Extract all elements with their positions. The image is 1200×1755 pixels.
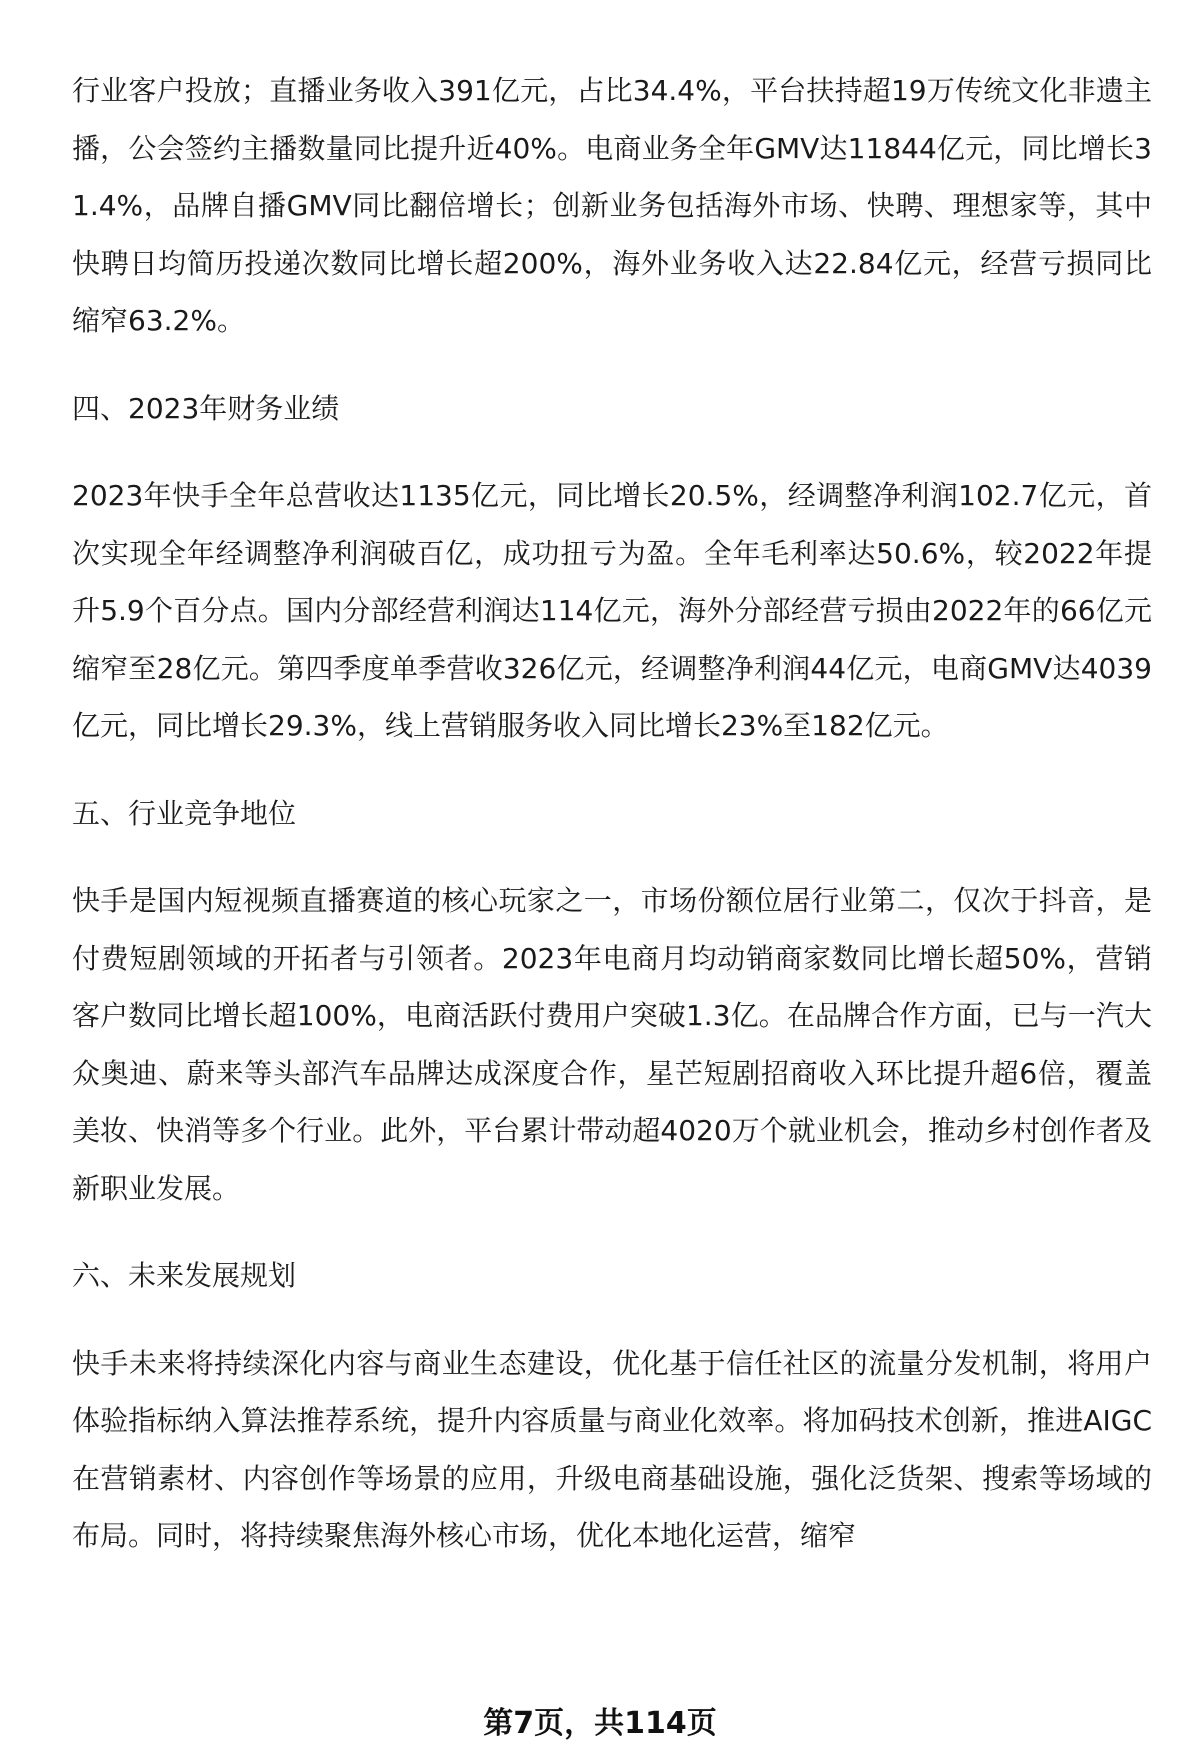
section-body-plans: 快手未来将持续深化内容与商业生态建设，优化基于信任社区的流量分发机制，将用户体验指标纳入算法推荐系统，提升内容质量与商业化效率。将加码技术创新，推进AIGC在营销素材、内容创作等场景的应用，升级电商基础设施，强化泛货架、搜索等场域的布局。同时，将持续聚焦海外核心市场，优化本地化运营，缩窄 (72, 1346, 1152, 1552)
section-body-competition: 快手是国内短视频直播赛道的核心玩家之一，市场份额位居行业第二，仅次于抖音，是付费短剧领域的开拓者与引领者。2023年电商月均动销商家数同比增长超50%，营销客户数同比增长超100%，电商活跃付费用户突破1.3亿。在品牌合作方面，已与一汽大众奥迪、蔚来等头部汽车品牌达成深度合作，星芒短剧招商收入环比提升超6倍，覆盖美妆、快消等多个行业。此外，平台累计带动超4020万个就业机会，推动乡村创作者及新职业发展。 (72, 884, 1152, 1205)
page-number-footer: 第7页，共114页 (483, 1706, 717, 1741)
section-heading-competition: 五、行业竞争地位 (72, 796, 297, 830)
section-heading-financial: 四、2023年财务业绩 (72, 391, 340, 425)
intro-paragraph: 行业客户投放；直播业务收入391亿元，占比34.4%，平台扶持超19万传统文化非遗主播，公会签约主播数量同比提升近40%。电商业务全年GMV达11844亿元，同比增长31.4%，品牌自播GMV同比翻倍增长；创新业务包括海外市场、快聘、理想家等，其中快聘日均简历投递次数同比增长超200%，海外业务收入达22.84亿元，经营亏损同比缩窄63.2%。 (72, 74, 1152, 337)
document-body (72, 62, 1152, 1595)
section-heading-plans: 六、未来发展规划 (72, 1259, 297, 1292)
section-body-financial: 2023年快手全年总营收达1135亿元，同比增长20.5%，经调整净利润102.7亿元，首次实现全年经调整净利润破百亿，成功扭亏为盈。全年毛利率达50.6%，较2022年提升5.9个百分点。国内分部经营利润达114亿元，海外分部经营亏损由2022年的66亿元缩窄至28亿元。第四季度单季营收326亿元，经调整净利润44亿元，电商GMV达4039亿元，同比增长29.3%，线上营销服务收入同比增长23%至182亿元。 (72, 479, 1152, 742)
